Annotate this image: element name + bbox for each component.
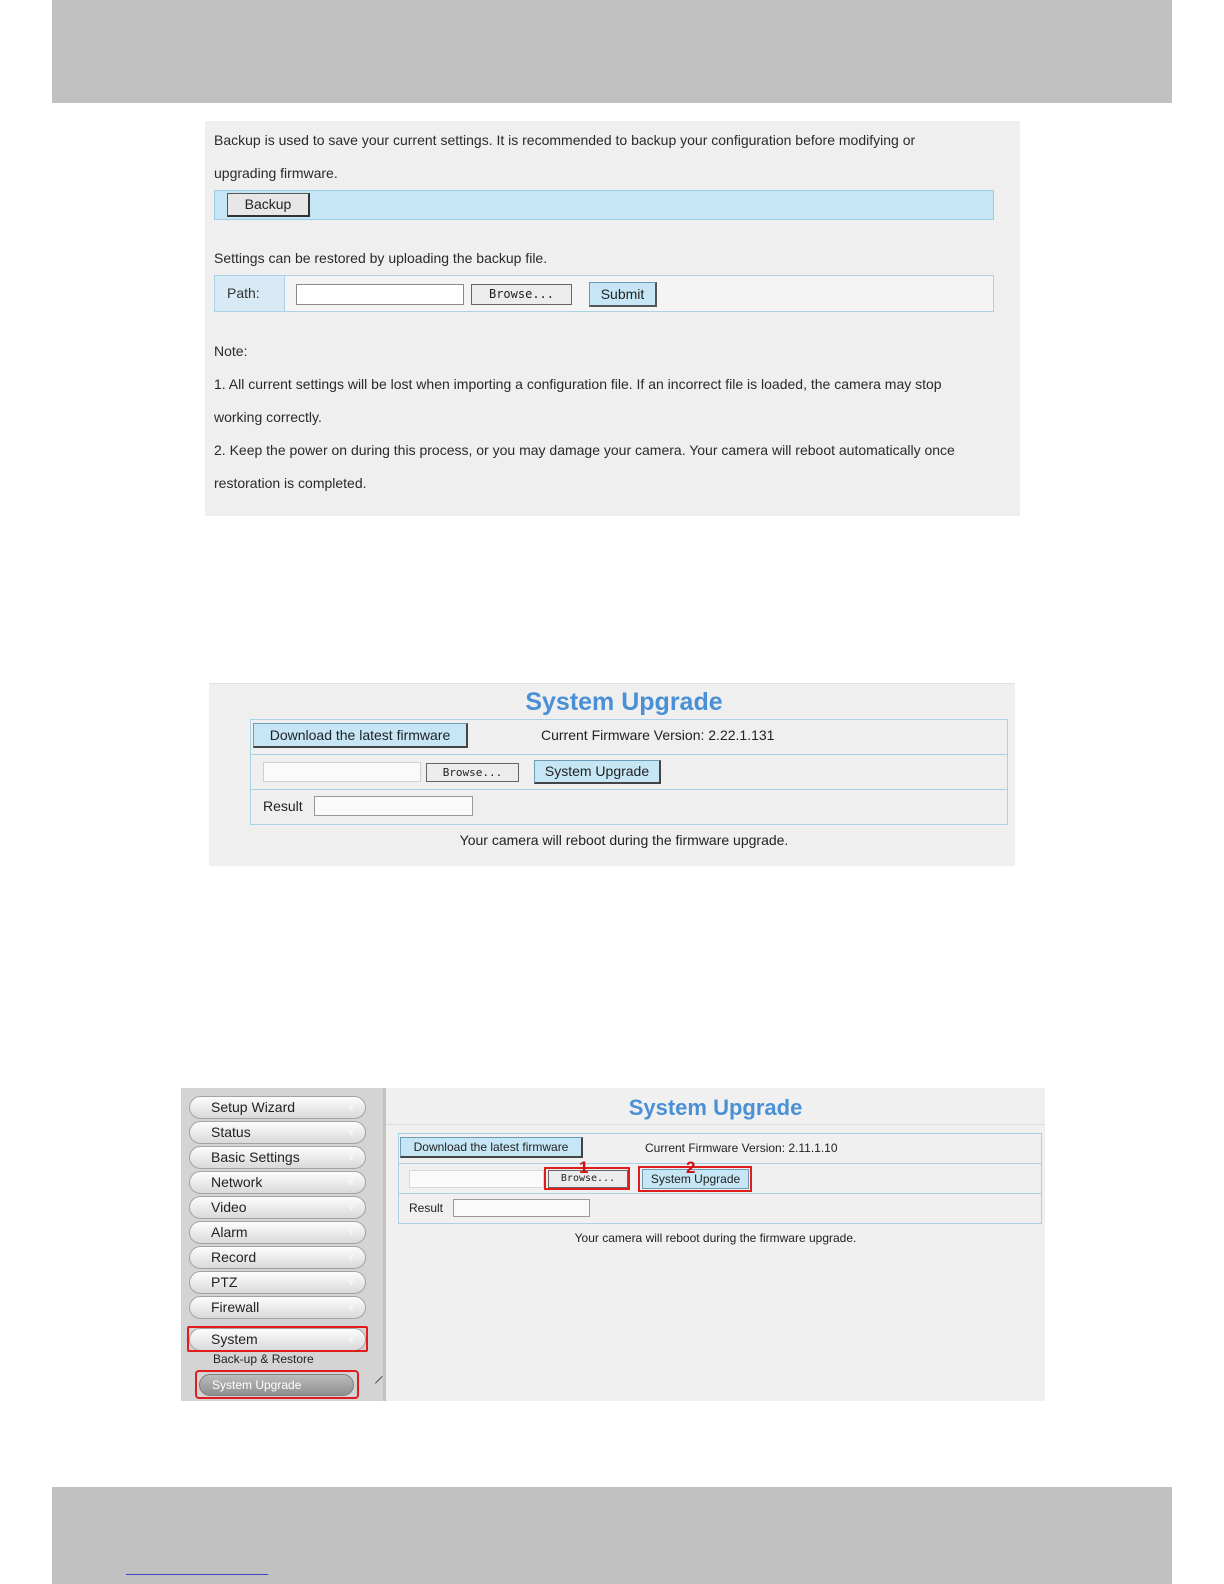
system-upgrade-button[interactable]: System Upgrade: [534, 760, 661, 784]
divider: [386, 1124, 1045, 1125]
note1-line2: working correctly.: [214, 409, 322, 425]
result-label: Result: [263, 798, 303, 814]
sidebar-item-alarm[interactable]: [189, 1221, 366, 1244]
sidebar-subitem-backup-restore[interactable]: Back-up & Restore: [213, 1352, 314, 1366]
restore-submit-button[interactable]: Submit: [589, 282, 657, 307]
chevron-down-icon: ▼: [345, 1202, 357, 1214]
upgrade-table: [398, 1133, 1042, 1224]
system-upgrade-button[interactable]: System Upgrade: [642, 1169, 749, 1189]
sidebar-item-label: Network: [211, 1174, 263, 1190]
browse-button[interactable]: Browse...: [426, 763, 519, 782]
note2-line2: restoration is completed.: [214, 475, 367, 491]
page-title: System Upgrade: [628, 1095, 803, 1120]
sidebar-item-record[interactable]: [189, 1246, 366, 1269]
page-title: System Upgrade: [525, 688, 723, 716]
backup-restore-panel: [205, 121, 1020, 516]
reboot-note: Your camera will reboot during the firmware upgrade.: [459, 832, 789, 848]
chevron-down-icon: ▼: [345, 1334, 357, 1346]
backup-intro-line2: upgrading firmware.: [214, 165, 338, 181]
firmware-version: Current Firmware Version: 2.22.1.131: [541, 727, 775, 743]
download-firmware-button[interactable]: Download the latest firmware: [253, 723, 468, 748]
restore-path-row: [214, 275, 994, 312]
table-row: [399, 1164, 1041, 1194]
sidebar-item-label: Record: [211, 1249, 257, 1265]
sidebar-subitem-system-upgrade[interactable]: System Upgrade: [199, 1374, 354, 1396]
sidebar-item-status[interactable]: [189, 1121, 366, 1144]
system-upgrade-highlight-box: [195, 1370, 359, 1399]
chevron-down-icon: ▼: [345, 1152, 357, 1164]
chevron-down-icon: ▼: [345, 1277, 357, 1289]
page-header-band: [52, 0, 1172, 103]
chevron-down-icon: ▼: [345, 1127, 357, 1139]
chevron-down-icon: ▼: [345, 1227, 357, 1239]
table-row: [251, 790, 1007, 825]
firmware-file-input[interactable]: [263, 762, 421, 782]
upgrade-content: [386, 1088, 1045, 1401]
sidebar-item-ptz[interactable]: [189, 1271, 366, 1294]
sidebar-item-setup-wizard[interactable]: [189, 1096, 366, 1119]
sidebar-item-basic-settings[interactable]: [189, 1146, 366, 1169]
upgrade-table: [250, 719, 1008, 825]
note2-line1: 2. Keep the power on during this process, or you may damage your camera. Your camera will reboot automatically once: [214, 442, 955, 458]
browse-button[interactable]: Browse...: [548, 1170, 628, 1188]
result-label: Result: [409, 1201, 444, 1215]
sidebar-item-network[interactable]: [189, 1171, 366, 1194]
table-row: [399, 1194, 1041, 1224]
sidebar-item-label: Status: [211, 1124, 251, 1140]
sidebar-item-label: Firewall: [211, 1299, 260, 1315]
download-firmware-button[interactable]: Download the latest firmware: [400, 1137, 583, 1158]
sidebar-item-label: Setup Wizard: [211, 1099, 296, 1115]
table-row: [251, 755, 1007, 790]
system-highlight-box: [187, 1326, 368, 1352]
restore-text: Settings can be restored by uploading the backup file.: [214, 250, 548, 266]
backup-button[interactable]: Backup: [227, 193, 310, 217]
sidebar-item-label: Video: [211, 1199, 247, 1215]
step-number-2: 2: [686, 1158, 696, 1177]
table-row: [399, 1134, 1041, 1164]
path-input[interactable]: [296, 284, 464, 305]
firmware-version: Current Firmware Version: 2.11.1.10: [645, 1141, 838, 1155]
note-title: Note:: [214, 343, 248, 359]
sidebar-item-video[interactable]: [189, 1196, 366, 1219]
sidebar-item-firewall[interactable]: [189, 1296, 366, 1319]
result-field: [453, 1199, 590, 1217]
sidebar: [181, 1088, 386, 1401]
note1-line1: 1. All current settings will be lost when importing a configuration file. If an incorrect file is loaded, the camera may stop: [214, 376, 942, 392]
path-label: Path:: [215, 276, 285, 311]
chevron-down-icon: ▼: [345, 1177, 357, 1189]
system-upgrade-panel: [209, 683, 1015, 866]
backup-intro-line1: Backup is used to save your current settings. It is recommended to backup your configuration before modifying or: [214, 132, 916, 148]
backup-bar: [214, 190, 994, 220]
table-row: [251, 720, 1007, 755]
sidebar-item-label: Basic Settings: [211, 1149, 300, 1165]
sidebar-item-label: System: [211, 1331, 258, 1347]
result-field: [314, 796, 473, 816]
sidebar-item-label: PTZ: [211, 1274, 238, 1290]
step-number-1: 1: [579, 1158, 589, 1177]
chevron-down-icon: ▼: [345, 1302, 357, 1314]
footer-link-underline[interactable]: [126, 1574, 268, 1575]
restore-browse-button[interactable]: Browse...: [471, 284, 572, 305]
chevron-down-icon: ▼: [345, 1102, 357, 1114]
sidebar-item-label: Alarm: [211, 1224, 248, 1240]
reboot-note: Your camera will reboot during the firmware upgrade.: [574, 1231, 857, 1245]
firmware-file-input[interactable]: [409, 1170, 544, 1188]
chevron-down-icon: ▼: [345, 1252, 357, 1264]
system-upgrade-window: [181, 1088, 1045, 1401]
page-footer-band: [52, 1487, 1172, 1584]
